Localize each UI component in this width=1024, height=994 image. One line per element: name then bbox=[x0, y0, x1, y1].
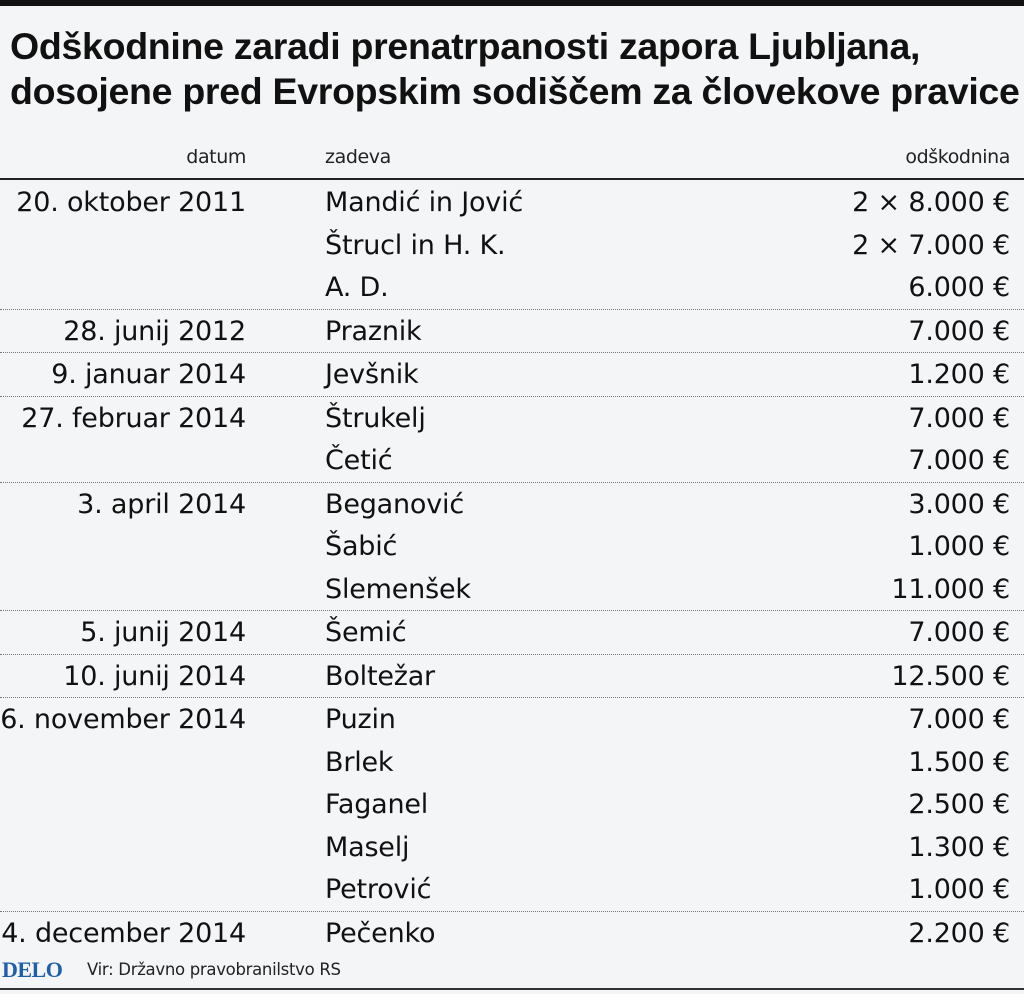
row-case: Petrović bbox=[325, 874, 432, 905]
table-row bbox=[0, 697, 1024, 741]
column-header-date: datum bbox=[186, 146, 246, 168]
row-case: Šemić bbox=[325, 617, 407, 648]
row-case: Pečenko bbox=[325, 917, 436, 949]
table-row bbox=[0, 610, 1024, 654]
table-row bbox=[0, 868, 1024, 911]
row-case: Faganel bbox=[325, 789, 429, 820]
row-amount: 1.000 € bbox=[908, 874, 1010, 905]
column-header-amount: odškodnina bbox=[905, 146, 1010, 168]
row-date: 28. junij 2012 bbox=[63, 315, 246, 347]
row-amount: 7.000 € bbox=[908, 402, 1010, 434]
row-amount: 1.000 € bbox=[908, 531, 1010, 562]
row-case: Štrukelj bbox=[325, 402, 426, 434]
row-case: Šabić bbox=[325, 531, 398, 562]
row-amount: 6.000 € bbox=[908, 272, 1010, 303]
table-row bbox=[0, 396, 1024, 440]
row-amount: 12.500 € bbox=[891, 660, 1010, 692]
table-row bbox=[0, 309, 1024, 353]
table-row bbox=[0, 826, 1024, 869]
row-amount: 11.000 € bbox=[891, 573, 1010, 605]
bottom-rule bbox=[0, 988, 1024, 990]
row-amount: 3.000 € bbox=[908, 488, 1010, 520]
title-line-1: Odškodnine zaradi prenatrpanosti zapora Ljubljana, bbox=[10, 25, 921, 67]
row-case: A. D. bbox=[325, 272, 389, 303]
row-date: 20. oktober 2011 bbox=[16, 187, 246, 218]
top-rule bbox=[0, 0, 1024, 6]
table-row bbox=[0, 352, 1024, 396]
row-case: Puzin bbox=[325, 704, 396, 735]
row-amount: 2 × 8.000 € bbox=[852, 187, 1010, 218]
table-row bbox=[0, 224, 1024, 267]
table-row bbox=[0, 181, 1024, 224]
row-date: 5. junij 2014 bbox=[80, 617, 246, 648]
row-case: Brlek bbox=[325, 746, 394, 778]
row-amount: 7.000 € bbox=[908, 315, 1010, 347]
delo-logo: DELO bbox=[2, 957, 63, 982]
compensation-table bbox=[0, 181, 1024, 954]
row-case: Mandić in Jović bbox=[325, 187, 524, 218]
row-case: Boltežar bbox=[325, 660, 435, 692]
row-amount: 1.200 € bbox=[908, 359, 1010, 390]
column-header-case: zadeva bbox=[325, 146, 391, 168]
row-date: 6. november 2014 bbox=[0, 704, 246, 735]
row-amount: 2.500 € bbox=[908, 789, 1010, 820]
row-amount: 7.000 € bbox=[908, 704, 1010, 735]
row-date: 27. februar 2014 bbox=[21, 402, 246, 434]
table-row bbox=[0, 568, 1024, 611]
title-line-2: dosojene pred Evropskim sodiščem za človekove pravice bbox=[10, 70, 1020, 112]
table-row bbox=[0, 439, 1024, 482]
row-date: 3. april 2014 bbox=[77, 488, 246, 520]
source-note: Vir: Državno pravobranilstvo RS bbox=[87, 960, 341, 979]
row-date: 9. januar 2014 bbox=[51, 359, 246, 390]
row-date: 10. junij 2014 bbox=[63, 660, 246, 692]
row-amount: 7.000 € bbox=[908, 617, 1010, 648]
table-row bbox=[0, 525, 1024, 568]
table-row bbox=[0, 911, 1024, 955]
row-case: Četić bbox=[325, 445, 393, 476]
table-row bbox=[0, 482, 1024, 526]
row-case: Praznik bbox=[325, 315, 422, 347]
table-row bbox=[0, 654, 1024, 698]
row-case: Štrucl in H. K. bbox=[325, 229, 506, 261]
row-case: Slemenšek bbox=[325, 573, 471, 605]
row-date: 4. december 2014 bbox=[1, 917, 246, 949]
table-row bbox=[0, 266, 1024, 309]
table-row bbox=[0, 741, 1024, 784]
header-rule bbox=[0, 178, 1024, 180]
row-amount: 2 × 7.000 € bbox=[852, 229, 1010, 261]
row-case: Maselj bbox=[325, 831, 410, 863]
row-amount: 1.300 € bbox=[908, 831, 1010, 863]
page-title bbox=[10, 24, 1020, 114]
row-amount: 2.200 € bbox=[908, 917, 1010, 949]
row-case: Beganović bbox=[325, 488, 464, 520]
table-row bbox=[0, 783, 1024, 826]
row-case: Jevšnik bbox=[325, 359, 419, 390]
row-amount: 7.000 € bbox=[908, 445, 1010, 476]
footer bbox=[0, 955, 1024, 985]
row-amount: 1.500 € bbox=[908, 746, 1010, 778]
